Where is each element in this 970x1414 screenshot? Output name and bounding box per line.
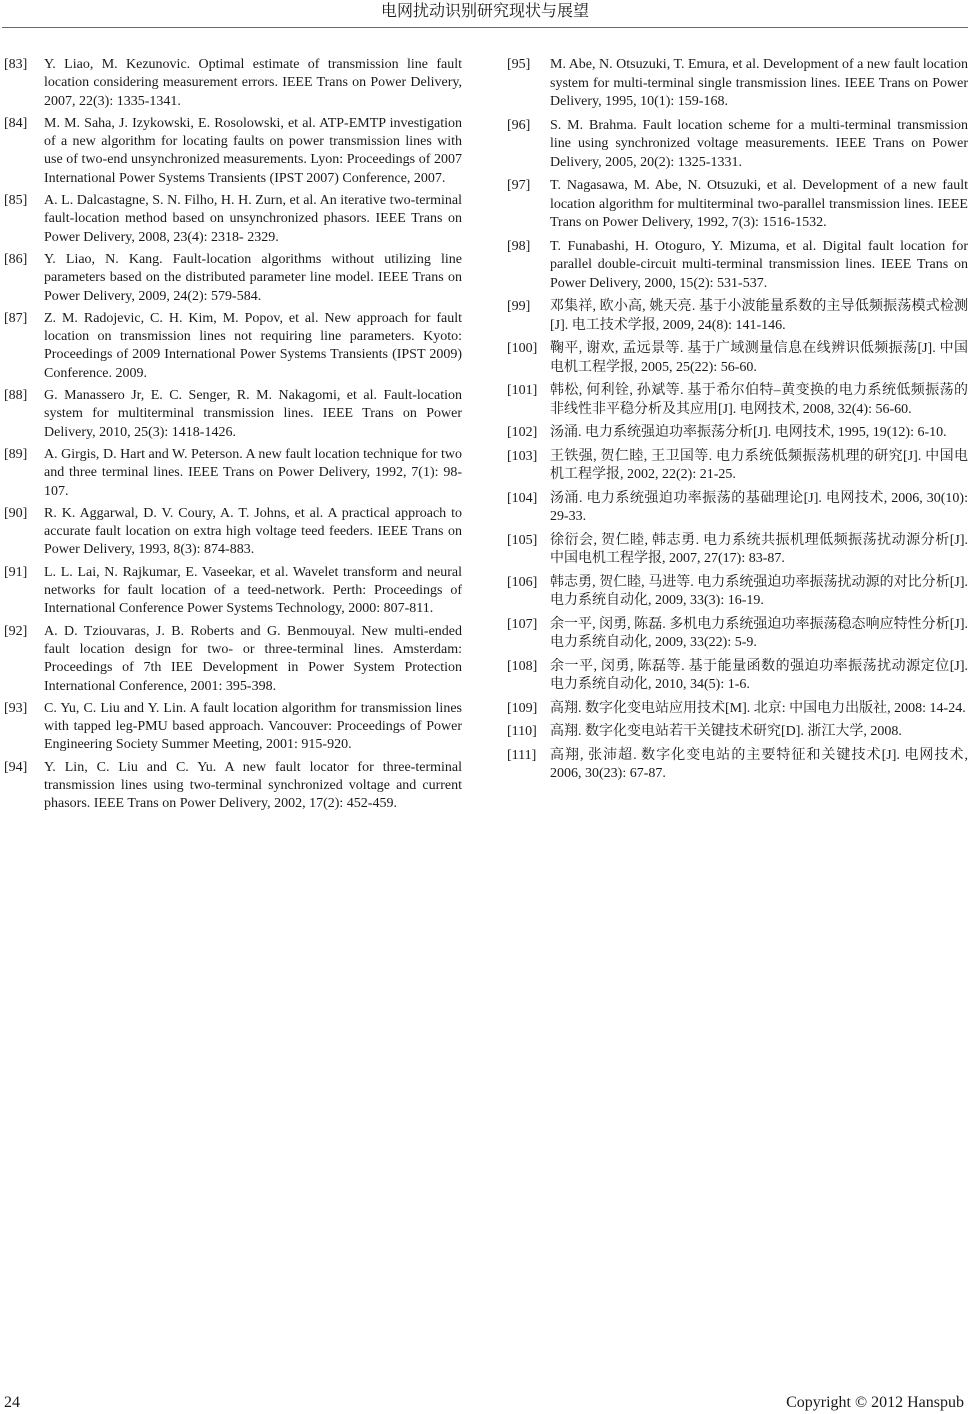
reference-number: [103] — [507, 448, 538, 464]
reference-number: [89] — [4, 446, 28, 462]
reference-item — [507, 238, 968, 294]
reference-text: 韩松, 何利铨, 孙斌等. 基于希尔伯特–黄变换的电力系统低频振荡的非线性非平稳分析及其应用[J]. 电网技术, 2008, 32(4): 56-60. — [550, 383, 968, 417]
reference-number: [107] — [507, 616, 538, 632]
reference-number: [108] — [507, 658, 538, 674]
reference-number: [96] — [507, 117, 531, 133]
reference-number: [110] — [507, 724, 537, 739]
page-number: 24 — [4, 1394, 20, 1411]
reference-item — [4, 700, 462, 755]
reference-text: 余一平, 闵勇, 陈磊等. 基于能量函数的强迫功率振荡扰动源定位[J]. 电力系统自动化, 2010, 34(5): 1-6. — [550, 658, 968, 692]
reference-item — [507, 747, 968, 784]
running-header-title: 电网扰动识别研究现状与展望 — [380, 3, 589, 20]
reference-text: 汤涌. 电力系统强迫功率振荡的基础理论[J]. 电网技术, 2006, 30(10): 29-33. — [550, 490, 968, 524]
reference-item — [507, 532, 968, 569]
reference-number: [91] — [4, 564, 28, 580]
reference-number: [100] — [507, 341, 538, 356]
reference-text: 王铁强, 贺仁睦, 王卫国等. 电力系统低频振荡机理的研究[J]. 中国电机工程学报, 2002, 22(2): 21-25. — [550, 448, 968, 482]
reference-item — [507, 382, 968, 419]
reference-item — [507, 424, 968, 443]
reference-item — [4, 192, 462, 247]
reference-text: Y. Lin, C. Liu and C. Yu. A new fault locator for three-terminal transmission lines using two-terminal synchronized voltage and current phasors. IEEE Trans on Power Delivery, 2002, 17(2): 452-459. — [44, 759, 462, 812]
reference-number: [87] — [4, 310, 28, 326]
reference-number: [106] — [507, 574, 538, 590]
reference-number: [101] — [507, 383, 538, 398]
reference-text: 邓集祥, 欧小高, 姚天亮. 基于小波能量系数的主导低频振荡模式检测[J]. 电工技术学报, 2009, 24(8): 141-146. — [550, 299, 968, 333]
reference-text: 韩志勇, 贺仁睦, 马进等. 电力系统强迫功率振荡扰动源的对比分析[J]. 电力系统自动化, 2009, 33(3): 16-19. — [550, 574, 968, 608]
reference-text: 汤涌. 电力系统强迫功率振荡分析[J]. 电网技术, 1995, 19(12): 6-10. — [550, 425, 947, 440]
reference-text: 高翔. 数字化变电站应用技术[M]. 北京: 中国电力出版社, 2008: 14-24. — [550, 700, 966, 716]
reference-text: 高翔, 张沛超. 数字化变电站的主要特征和关键技术[J]. 电网技术, 2006, 30(23): 67-87. — [550, 747, 968, 781]
header-divider — [2, 27, 968, 28]
reference-number: [99] — [507, 299, 531, 314]
reference-text: Z. M. Radojevic, C. H. Kim, M. Popov, et al. New approach for fault location on transmission lines not requiring line parameters. Kyoto: Proceedings of 2009 International Power Systems Transients (IPST 2009) Conference. 2009. — [44, 310, 462, 381]
reference-number: [94] — [4, 759, 28, 775]
reference-number: [109] — [507, 700, 538, 716]
reference-item — [4, 56, 462, 111]
reference-number: [97] — [507, 178, 531, 193]
reference-text: C. Yu, C. Liu and Y. Lin. A fault location algorithm for transmission lines with tapped leg-PMU based approach. Vancouver: Proceedings of Power Engineering Society Summer Meeting, 2001: 915-920. — [44, 700, 462, 753]
reference-text: A. Girgis, D. Hart and W. Peterson. A new fault location technique for two and three terminal lines. IEEE Trans on Power Delivery, 1992, 7(1): 98-107. — [44, 446, 462, 499]
copyright-notice: Copyright © 2012 Hanspub — [786, 1394, 964, 1411]
reference-text: T. Funabashi, H. Otoguro, Y. Mizuma, et al. Digital fault location for parallel double-circuit multi-terminal transmission lines. IEEE Trans on Power Delivery, 2000, 15(2): 531-537. — [550, 238, 968, 291]
reference-item — [4, 505, 462, 560]
reference-number: [85] — [4, 193, 28, 209]
reference-number: [111] — [507, 747, 537, 763]
reference-item — [4, 759, 462, 814]
reference-number: [102] — [507, 425, 538, 440]
reference-item — [4, 564, 462, 619]
reference-item — [507, 490, 968, 527]
reference-text: Y. Liao, N. Kang. Fault-location algorithms without utilizing line parameters based on the distributed parameter line model. IEEE Trans on Power Delivery, 2009, 24(2): 579-584. — [44, 251, 462, 304]
reference-item — [4, 310, 462, 383]
reference-text: S. M. Brahma. Fault location scheme for a multi-terminal transmission line using synchronized voltage measurements. IEEE Trans on Power Delivery, 2005, 20(2): 1325-1331. — [550, 117, 968, 170]
reference-item — [507, 177, 968, 233]
reference-item — [4, 623, 462, 696]
reference-item — [507, 117, 968, 173]
reference-item — [4, 115, 462, 188]
reference-item — [507, 298, 968, 335]
reference-number: [86] — [4, 251, 28, 267]
reference-number: [105] — [507, 532, 538, 548]
reference-number: [88] — [4, 388, 28, 404]
reference-number: [95] — [507, 57, 531, 72]
reference-number: [93] — [4, 700, 28, 716]
reference-item — [507, 574, 968, 611]
reference-item — [507, 340, 968, 377]
reference-item — [507, 700, 968, 719]
reference-item — [4, 251, 462, 306]
reference-text: A. L. Dalcastagne, S. N. Filho, H. H. Zurn, et al. An iterative two-terminal fault-location method based on unsynchronized phasors. IEEE Trans on Power Delivery, 2008, 23(4): 2318- 2329. — [44, 193, 462, 245]
reference-text: 高翔. 数字化变电站若干关键技术研究[D]. 浙江大学, 2008. — [550, 724, 902, 739]
reference-item — [507, 448, 968, 485]
reference-text: M. M. Saha, J. Izykowski, E. Rosolowski, et al. ATP-EMTP investigation of a new algorithm for locating faults on power transmission lines with use of two-end unsynchronized measurements. Lyon: Proceedings of 2007 International Power Systems Transients (IPST 2007) Conference, 2007. — [44, 115, 462, 186]
reference-text: 余一平, 闵勇, 陈磊. 多机电力系统强迫功率振荡稳态响应特性分析[J]. 电力系统自动化, 2009, 33(22): 5-9. — [550, 616, 968, 650]
reference-text: T. Nagasawa, M. Abe, N. Otsuzuki, et al. Development of a new fault location algorithm for multiterminal two-parallel transmission lines. IEEE Trans on Power Delivery, 1992, 7(3): 1516-1532. — [550, 178, 968, 230]
reference-text: 徐衍会, 贺仁睦, 韩志勇. 电力系统共振机理低频振荡扰动源分析[J]. 中国电机工程学报, 2007, 27(17): 83-87. — [550, 532, 968, 566]
reference-text: M. Abe, N. Otsuzuki, T. Emura, et al. Development of a new fault location system for multi-terminal single transmission lines. IEEE Trans on Power Delivery, 1995, 10(1): 159-168. — [550, 57, 968, 109]
reference-number: [92] — [4, 623, 28, 639]
reference-item — [507, 658, 968, 695]
reference-item — [507, 723, 968, 742]
reference-number: [104] — [507, 490, 538, 506]
reference-number: [98] — [507, 238, 531, 254]
reference-text: L. L. Lai, N. Rajkumar, E. Vaseekar, et al. Wavelet transform and neural networks for fault location of a teed-network. Perth: Proceedings of International Conference Power Systems Technology, 2000: 807-811. — [44, 564, 462, 617]
reference-text: G. Manassero Jr, E. C. Senger, R. M. Nakagomi, et al. Fault-location system for multiterminal transmission lines. IEEE Trans on Power Delivery, 2010, 25(3): 1418-1426. — [44, 388, 462, 440]
reference-number: [90] — [4, 505, 28, 521]
reference-item — [4, 446, 462, 501]
reference-item — [507, 56, 968, 112]
reference-text: R. K. Aggarwal, D. V. Coury, A. T. Johns, et al. A practical approach to accurate fault location on extra high voltage teed feeders. IEEE Trans on Power Delivery, 1993, 8(3): 874-883. — [44, 505, 462, 558]
reference-text: 鞠平, 谢欢, 孟远景等. 基于广域测量信息在线辨识低频振荡[J]. 中国电机工程学报, 2005, 25(22): 56-60. — [550, 341, 968, 375]
references-column-right — [507, 56, 968, 789]
reference-item — [507, 616, 968, 653]
references-column-left — [4, 56, 462, 818]
reference-number: [84] — [4, 115, 28, 131]
reference-text: Y. Liao, M. Kezunovic. Optimal estimate of transmission line fault location considering measurement errors. IEEE Trans on Power Delivery, 2007, 22(3): 1335-1341. — [44, 57, 462, 109]
reference-item — [4, 387, 462, 442]
reference-number: [83] — [4, 57, 28, 72]
reference-text: A. D. Tziouvaras, J. B. Roberts and G. Benmouyal. New multi-ended fault location design for two- or three-terminal lines. Amsterdam: Proceedings of 7th IEE Development in Power System Protection International Conference, 2001: 395-398. — [44, 623, 462, 694]
